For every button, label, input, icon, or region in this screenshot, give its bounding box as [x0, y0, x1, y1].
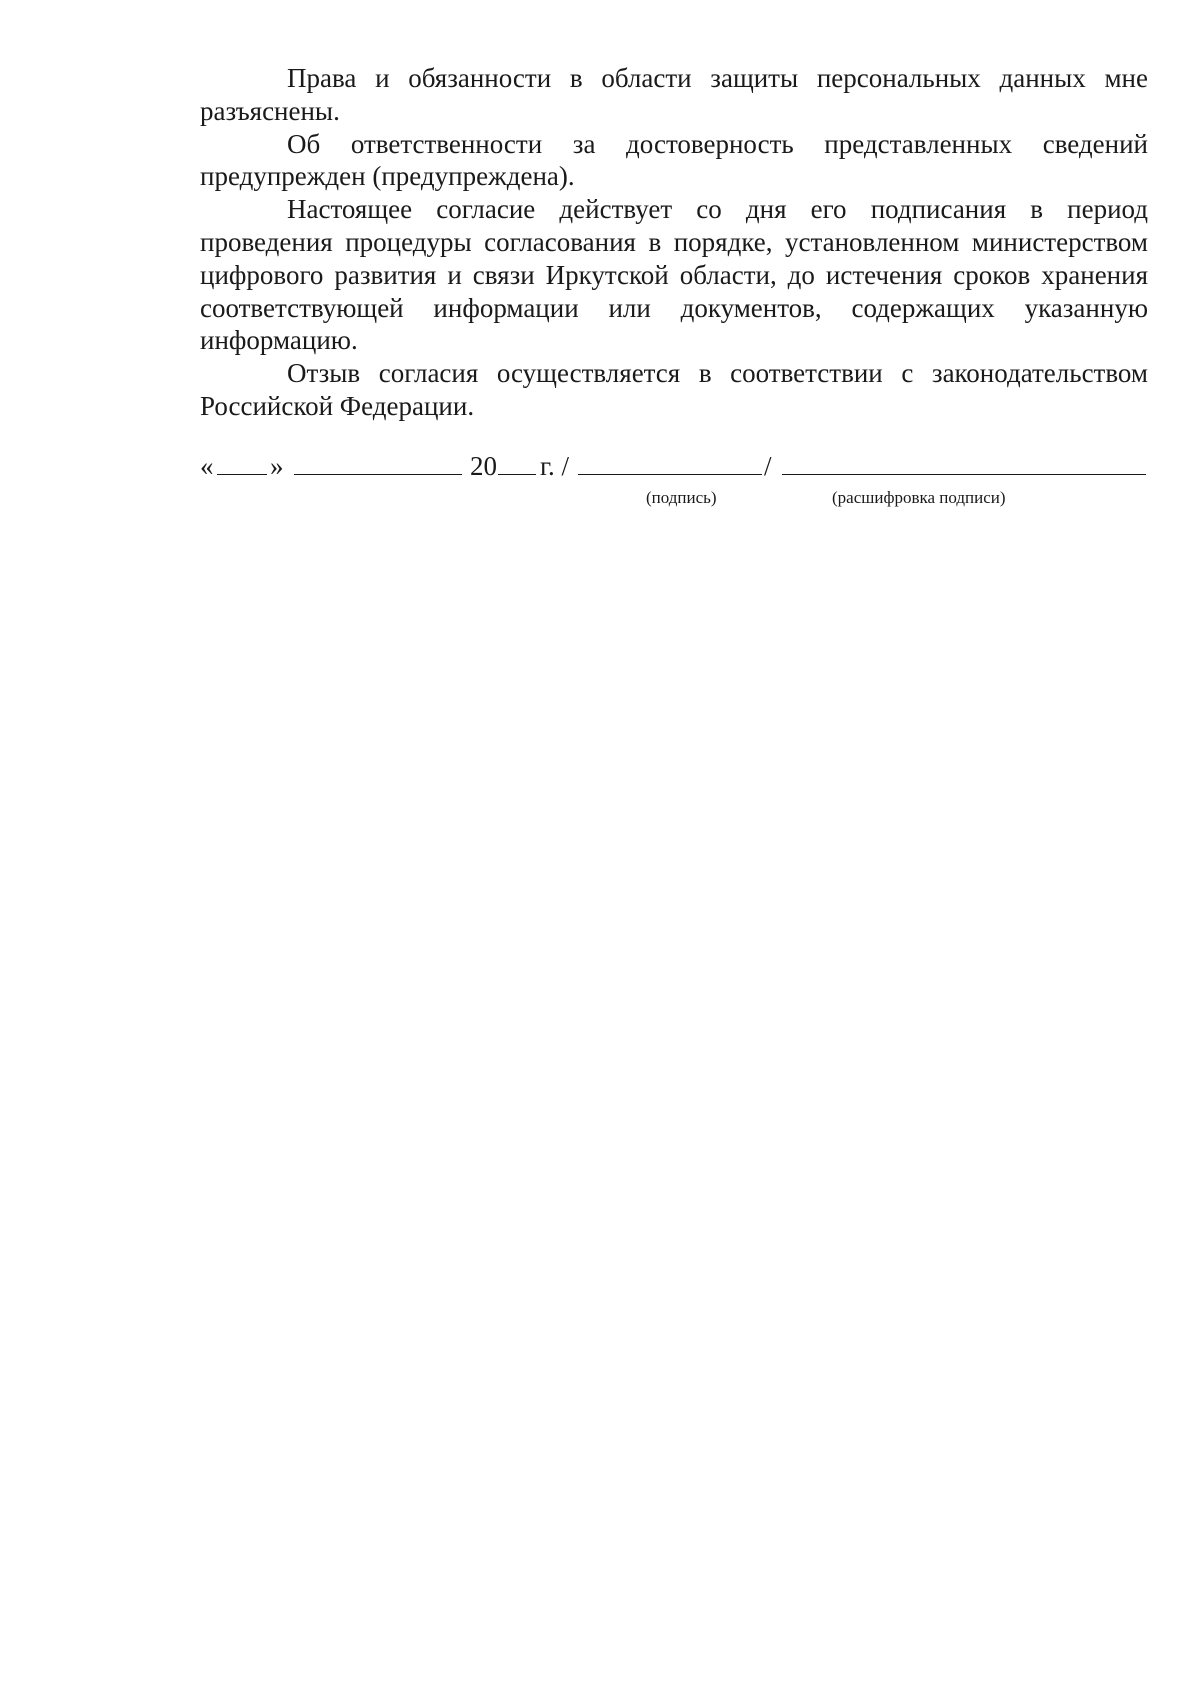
year-field[interactable]	[498, 450, 536, 475]
paragraph-validity: Настоящее согласие действует со дня его подписания в период проведения процедуры согласования в порядке, установленном министерством цифрового развития и связи Иркутской области, до истечения сроков хранения соответствующей информации или документов, содержащих указанную информацию.	[200, 194, 1148, 356]
signature-line	[200, 450, 1148, 490]
paragraph-rights: Права и обязанности в области защиты персональных данных мне разъяснены.	[200, 63, 1148, 126]
consent-text	[200, 62, 1148, 423]
paragraph-responsibility: Об ответственности за достоверность представленных сведений предупрежден (предупреждена).	[200, 128, 1148, 192]
caption-decoding: (расшифровка подписи)	[832, 488, 1006, 507]
day-field[interactable]	[217, 450, 267, 475]
quote-open: «	[200, 451, 214, 481]
year-suffix: г. /	[540, 451, 570, 481]
signature-decoding-field[interactable]	[782, 450, 1146, 475]
month-field[interactable]	[294, 450, 462, 475]
slash-separator: /	[764, 451, 772, 481]
year-prefix: 20	[470, 451, 497, 481]
paragraph-withdrawal: Отзыв согласия осуществляется в соответствии с законодательством Российской Федерации.	[200, 358, 1148, 421]
caption-signature: (подпись)	[646, 488, 717, 507]
quote-close: »	[270, 451, 284, 481]
signature-field[interactable]	[578, 450, 762, 475]
